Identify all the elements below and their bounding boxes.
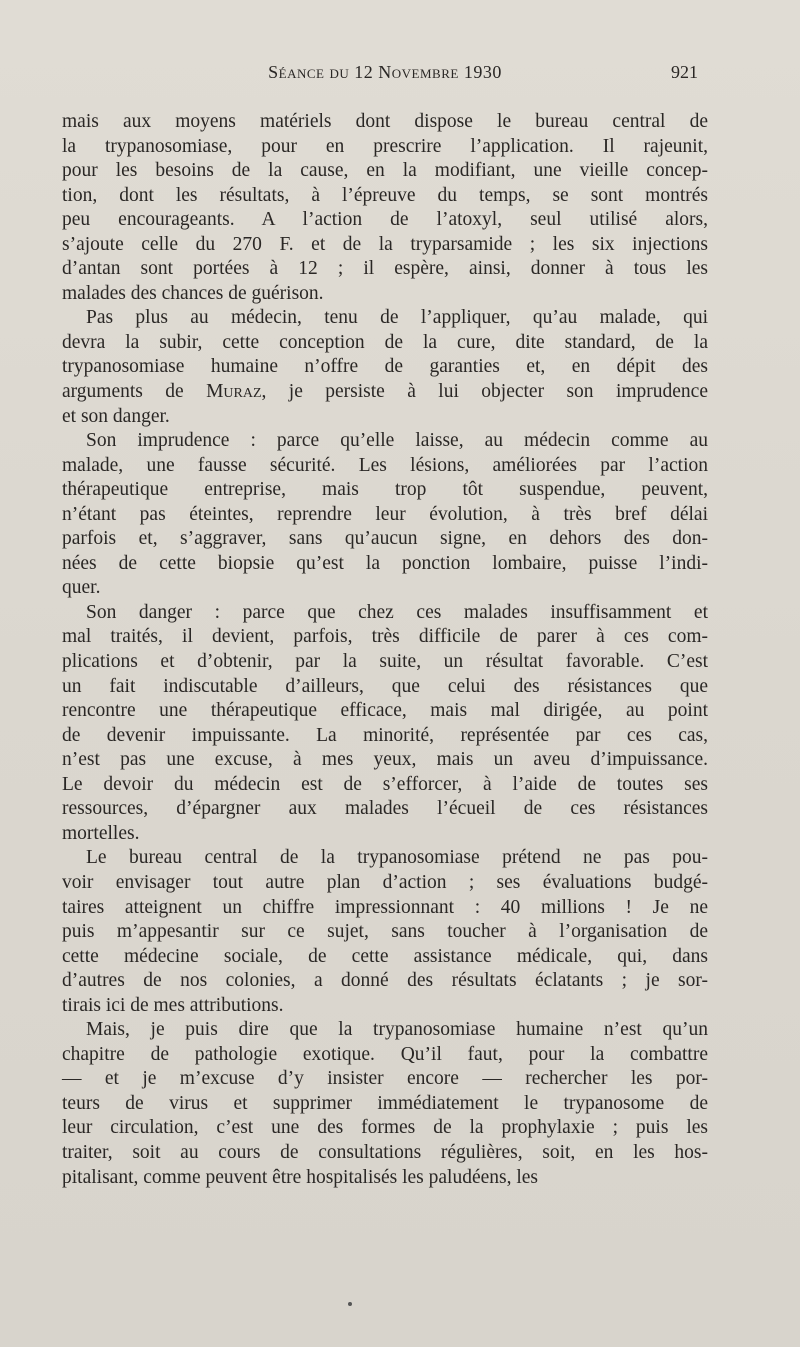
text-line: parfois et, s’aggraver, sans qu’aucun signe, en dehors des don-: [62, 528, 708, 550]
text-line: un fait indiscutable d’ailleurs, que celui des résistances que: [62, 675, 708, 697]
text-line: trypanosomiase humaine n’offre de garanties et, en dépit des: [62, 356, 708, 378]
paragraph: [62, 601, 708, 846]
text-line: teurs de virus et supprimer immédiatement le trypanosome de: [62, 1092, 708, 1114]
text-line: mortelles.: [62, 822, 140, 844]
text-line: — et je m’excuse d’y insister encore — rechercher les por-: [62, 1068, 708, 1090]
text-line: malades des chances de guérison.: [62, 282, 324, 304]
text-line: puis m’appesantir sur ce sujet, sans toucher à l’organisation de: [62, 921, 708, 943]
text-line: plications et d’obtenir, par la suite, un résultat favorable. C’est: [62, 651, 708, 673]
text-line: pour les besoins de la cause, en la modifiant, une vieille concep-: [62, 160, 708, 182]
text-line: rencontre une thérapeutique efficace, mais mal dirigée, au point: [62, 700, 708, 722]
text-line: pitalisant, comme peuvent être hospitalisés les paludéens, les: [62, 1166, 538, 1188]
text-line: peu encourageants. A l’action de l’atoxyl, seul utilisé alors,: [62, 209, 708, 231]
text-line: n’est pas une excuse, à mes yeux, mais un aveu d’impuissance.: [62, 749, 708, 771]
text-line: ressources, d’épargner aux malades l’écueil de ces résistances: [62, 798, 708, 820]
text-line: cette médecine sociale, de cette assistance médicale, qui, dans: [62, 945, 708, 967]
running-title: Séance du 12 Novembre 1930: [268, 62, 502, 82]
page-header: [62, 62, 708, 92]
page-number: 921: [671, 62, 698, 82]
text-line: malade, une fausse sécurité. Les lésions, améliorées par l’action: [62, 454, 708, 476]
text-line: nées de cette biopsie qu’est la ponction lombaire, puisse l’indi-: [62, 552, 708, 574]
text-line: n’étant pas éteintes, reprendre leur évolution, à très bref délai: [62, 503, 708, 525]
text-line: mal traités, il devient, parfois, très difficile de parer à ces com-: [62, 626, 708, 648]
text-line: d’antan sont portées à 12 ; il espère, ainsi, donner à tous les: [62, 258, 708, 280]
text-line: tirais ici de mes attributions.: [62, 994, 284, 1016]
text-line: d’autres de nos colonies, a donné des résultats éclatants ; je sor-: [62, 970, 708, 992]
text-line: tion, dont les résultats, à l’épreuve du temps, se sont montrés: [62, 184, 708, 206]
paragraph: [62, 306, 708, 429]
text-line: arguments de Muraz, je persiste à lui objecter son imprudence: [62, 381, 708, 403]
text-line: Le bureau central de la trypanosomiase prétend ne pas pou-: [86, 847, 708, 869]
paragraph: [62, 846, 708, 1018]
text-line: Son imprudence : parce qu’elle laisse, au médecin comme au: [86, 430, 708, 452]
text-line: Le devoir du médecin est de s’efforcer, à l’aide de toutes ses: [62, 773, 708, 795]
text-line: leur circulation, c’est une des formes de la prophylaxie ; puis les: [62, 1117, 708, 1139]
text-line: la trypanosomiase, pour en prescrire l’application. Il rajeunit,: [62, 135, 708, 157]
text-line: chapitre de pathologie exotique. Qu’il faut, pour la combattre: [62, 1043, 708, 1065]
paragraph: [62, 110, 708, 306]
paragraph: [62, 1018, 708, 1190]
text-line: taires atteignent un chiffre impressionnant : 40 millions ! Je ne: [62, 896, 708, 918]
text-line: Mais, je puis dire que la trypanosomiase humaine n’est qu’un: [86, 1019, 708, 1041]
text-line: thérapeutique entreprise, mais trop tôt suspendue, peuvent,: [62, 479, 708, 501]
text-line: s’ajoute celle du 270 F. et de la tryparsamide ; les six injections: [62, 233, 708, 255]
text-line: traiter, soit au cours de consultations régulières, soit, en les hos-: [62, 1141, 708, 1163]
text-line: quer.: [62, 577, 101, 599]
text-line: et son danger.: [62, 405, 170, 427]
text-line: devra la subir, cette conception de la cure, dite standard, de la: [62, 331, 708, 353]
text-line: de devenir impuissante. La minorité, représentée par ces cas,: [62, 724, 708, 746]
text-line: Son danger : parce que chez ces malades insuffisamment et: [86, 601, 708, 623]
text-line: Pas plus au médecin, tenu de l’appliquer, qu’au malade, qui: [86, 307, 708, 329]
print-speck: [348, 1302, 352, 1306]
paragraph: [62, 429, 708, 601]
text-line: voir envisager tout autre plan d’action ; ses évaluations budgé-: [62, 871, 708, 893]
text-line: mais aux moyens matériels dont dispose le bureau central de: [62, 111, 708, 132]
body-text: [62, 110, 708, 1190]
